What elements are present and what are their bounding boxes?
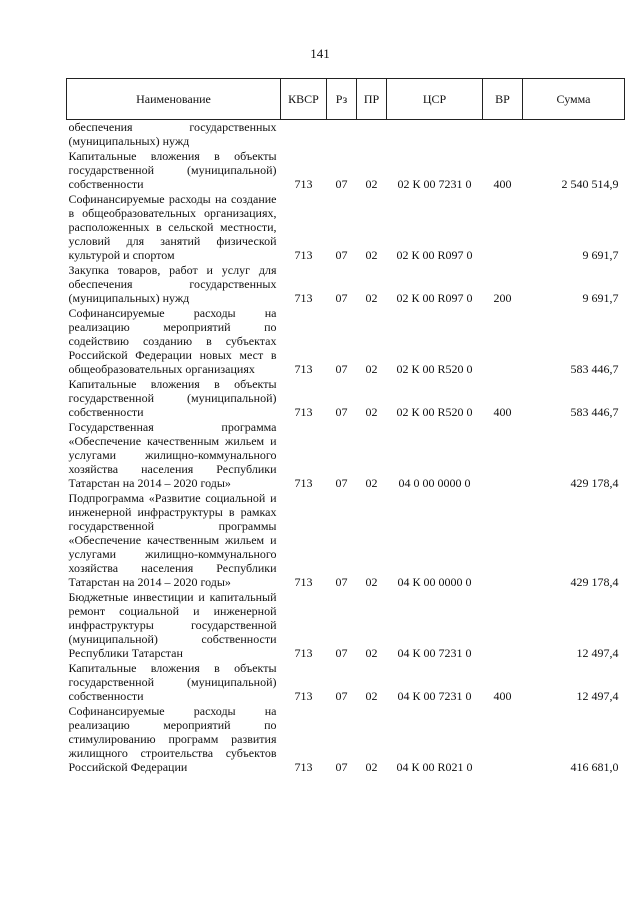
table-header-row <box>67 79 625 120</box>
row-pr: 02 <box>365 689 378 703</box>
row-vr: 400 <box>493 177 512 191</box>
row-sum: 583 446,7 <box>570 362 619 376</box>
row-csr: 02 К 00 R520 0 <box>396 362 473 376</box>
table-row <box>67 377 625 420</box>
row-csr: 04 К 00 7231 0 <box>397 646 472 660</box>
row-pr: 02 <box>365 646 378 660</box>
row-rz: 07 <box>335 476 348 490</box>
row-vr <box>483 420 523 491</box>
row-vr <box>483 590 523 661</box>
row-pr: 02 <box>365 405 378 419</box>
row-rz: 07 <box>335 248 348 262</box>
row-name: Государственная программа «Обеспечение качественным жильем и услугами жилищно-коммунального хозяйства населения Республики Татарстан на 2014 – 2020 годы» <box>68 420 277 490</box>
row-kvsr: 713 <box>294 405 313 419</box>
table-row <box>67 149 625 192</box>
row-name: Капитальные вложения в объекты государственной (муниципальной) собственности <box>68 377 277 419</box>
row-pr: 02 <box>365 177 378 191</box>
row-name: Софинансируемые расходы на создание в общеобразовательных организациях, расположенных в сельской местности, условий для занятий физической культурой и спортом <box>68 192 277 262</box>
row-sum <box>523 120 625 150</box>
header-csr: ЦСР <box>387 79 483 120</box>
table-row <box>67 420 625 491</box>
row-name: Капитальные вложения в объекты государственной (муниципальной) собственности <box>68 661 277 703</box>
row-vr <box>483 704 523 775</box>
header-name: Наименование <box>67 79 281 120</box>
row-csr: 04 К 00 0000 0 <box>397 575 472 589</box>
row-vr <box>483 306 523 377</box>
row-vr <box>483 120 523 150</box>
row-rz: 07 <box>335 362 348 376</box>
page-number: 141 <box>310 46 330 61</box>
table-row <box>67 263 625 306</box>
row-name: Закупка товаров, работ и услуг для обеспечения государственных (муниципальных) нужд <box>68 263 277 305</box>
row-name: Софинансируемые расходы на реализацию мероприятий по стимулированию программ развития жилищного строительства субъектов Российской Федерации <box>68 704 277 774</box>
row-kvsr: 713 <box>294 476 313 490</box>
row-kvsr: 713 <box>294 689 313 703</box>
row-csr: 02 К 00 7231 0 <box>397 177 472 191</box>
row-pr <box>357 120 387 150</box>
row-rz: 07 <box>335 177 348 191</box>
table-row <box>67 306 625 377</box>
row-kvsr: 713 <box>294 646 313 660</box>
row-kvsr: 713 <box>294 760 313 774</box>
row-csr: 02 К 00 R097 0 <box>396 291 473 305</box>
row-vr <box>483 491 523 590</box>
row-kvsr <box>281 120 327 150</box>
row-rz: 07 <box>335 575 348 589</box>
row-pr: 02 <box>365 476 378 490</box>
header-pr: ПР <box>357 79 387 120</box>
header-vr: ВР <box>483 79 523 120</box>
row-rz: 07 <box>335 291 348 305</box>
row-name: Капитальные вложения в объекты государственной (муниципальной) собственности <box>68 149 277 191</box>
row-csr: 04 К 00 R021 0 <box>396 760 473 774</box>
row-sum: 2 540 514,9 <box>561 177 619 191</box>
table-row <box>67 491 625 590</box>
row-csr: 04 0 00 0000 0 <box>398 476 471 490</box>
row-csr: 04 К 00 7231 0 <box>397 689 472 703</box>
row-sum: 429 178,4 <box>570 575 619 589</box>
row-kvsr: 713 <box>294 362 313 376</box>
row-csr: 02 К 00 R097 0 <box>396 248 473 262</box>
row-vr: 400 <box>493 405 512 419</box>
table-row <box>67 192 625 263</box>
row-sum: 9 691,7 <box>582 248 619 262</box>
row-sum: 12 497,4 <box>576 646 619 660</box>
row-csr: 02 К 00 R520 0 <box>396 405 473 419</box>
table-row <box>67 704 625 775</box>
row-pr: 02 <box>365 760 378 774</box>
row-rz: 07 <box>335 646 348 660</box>
table-row <box>67 590 625 661</box>
row-sum: 12 497,4 <box>576 689 619 703</box>
row-csr <box>387 120 483 150</box>
row-sum: 9 691,7 <box>582 291 619 305</box>
row-kvsr: 713 <box>294 177 313 191</box>
row-kvsr: 713 <box>294 248 313 262</box>
row-rz: 07 <box>335 760 348 774</box>
row-pr: 02 <box>365 291 378 305</box>
header-sum: Сумма <box>523 79 625 120</box>
row-vr: 400 <box>493 689 512 703</box>
row-kvsr: 713 <box>294 575 313 589</box>
row-name: Подпрограмма «Развитие социальной и инженерной инфраструктуры в рамках государственной программы «Обеспечение качественным жильем и услугами жилищно-коммунального хозяйства населения Республики Татарстан на 2014 – 2020 годы» <box>68 491 277 589</box>
row-vr: 200 <box>493 291 512 305</box>
table-row <box>67 120 625 150</box>
row-sum: 583 446,7 <box>570 405 619 419</box>
row-pr: 02 <box>365 248 378 262</box>
header-kvsr: КВСР <box>281 79 327 120</box>
row-sum: 416 681,0 <box>570 760 619 774</box>
row-kvsr: 713 <box>294 291 313 305</box>
row-pr: 02 <box>365 575 378 589</box>
row-name: Софинансируемые расходы на реализацию мероприятий по содействию созданию в субъектах Российской Федерации новых мест в общеобразовательных организациях <box>68 306 277 376</box>
budget-table <box>66 78 625 775</box>
row-pr: 02 <box>365 362 378 376</box>
table-row <box>67 661 625 704</box>
row-rz <box>327 120 357 150</box>
row-sum: 429 178,4 <box>570 476 619 490</box>
header-rz: Рз <box>327 79 357 120</box>
row-vr <box>483 192 523 263</box>
row-rz: 07 <box>335 689 348 703</box>
row-name: Бюджетные инвестиции и капитальный ремонт социальной и инженерной инфраструктуры государственной (муниципальной) собственности Республики Татарстан <box>68 590 277 660</box>
row-rz: 07 <box>335 405 348 419</box>
row-name: обеспечения государственных (муниципальных) нужд <box>68 120 277 148</box>
